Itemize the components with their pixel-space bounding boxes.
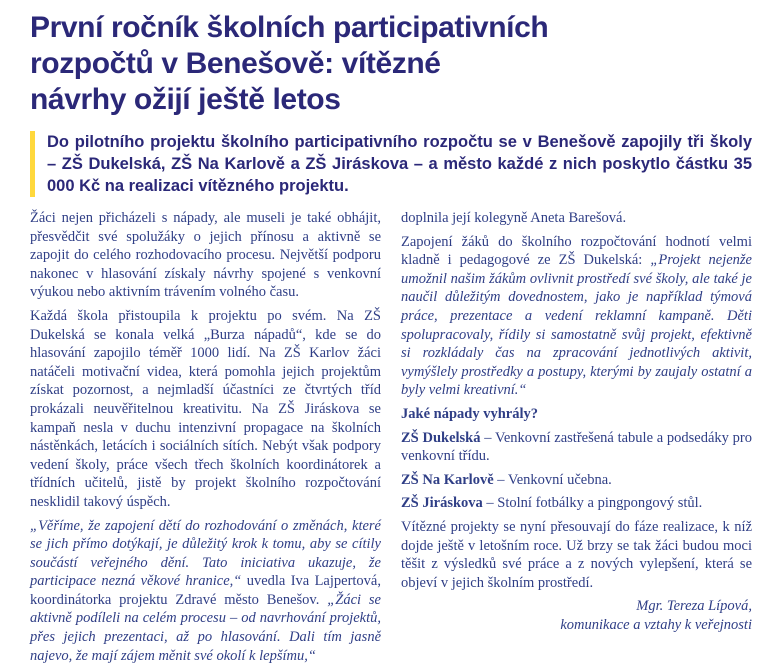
subhead-winning-ideas: Jaké nápady vyhrály? [401, 405, 538, 422]
winner-item [401, 494, 752, 513]
article-title [30, 10, 752, 118]
winner-school: ZŠ Dukelská [401, 429, 481, 446]
title-line-3: návrhy ožijí ještě letos [30, 83, 341, 116]
body-paragraph-2: Každá škola přistoupila k projektu po svém. Na ZŠ Dukelská se konala velká „Burza nápadů“, kde se do hlasování zapojilo téměř 1000 lidí. Na ZŠ Karlov žáci natáčeli motivační videa, která pomohla jejich projektům získat pozornost, a nejmladší účastníci ze čtvrtých tříd prokázali neuvěřitelnou kreativitu. Na ZŠ Jiráskova se kampaň nesla v duchu intenzivní propagace na školních nástěnkách, letácích i sociálních sítích. Nebýt však podpory vedení školy, práce všech třech školních koordinátorek a třídních učitelů, jistě by projekt školního rozpočtování nesklidil takový úspěch. [30, 307, 381, 510]
lead-accent-bar [30, 131, 35, 197]
quote-text-2: „Žáci se aktivně podíleli na celém procesu – od navrhování projektů, přes jejich prezentaci, až po hlasování. Dali tím jasně najevo, že mají zájem měnit své okolí k lepšímu,“ [30, 591, 381, 664]
winner-item [401, 471, 752, 490]
teacher-quote-paragraph [401, 233, 752, 400]
quote-text-1: „Věříme, že zapojení dětí do rozhodování o změnách, které se jich přímo dotýkají, je důležitý krok k tomu, aby se cítily součástí veřejného dění. Tato iniciativa ukazuje, že participace nezná věkové hranice,“ [30, 517, 381, 590]
winner-description: – Venkovní zastřešená tabule a podsedáky pro venkovní třídu. [401, 429, 752, 465]
right-column [401, 209, 752, 670]
signature-name: Mgr. Tereza Lípová, [636, 598, 752, 615]
title-line-1: První ročník školních participativních [30, 11, 549, 44]
winner-description: – Venkovní učebna. [493, 471, 612, 488]
quote-attribution: uvedla Iva Lajpertová, koordinátorka projektu Zdravé město Benešov. [30, 573, 381, 608]
signature [401, 597, 752, 635]
winner-description: – Stolní fotbálky a pingpongový stůl. [482, 495, 703, 512]
lead-text: Do pilotního projektu školního participativního rozpočtu se v Benešově zapojily tři školy – ZŠ Dukelská, ZŠ Na Karlově a ZŠ Jiráskova – a město každé z nich poskytlo částku 35 000 Kč na realizaci vítězného projektu. [47, 133, 752, 195]
quote-continuation: doplnila její kolegyně Aneta Barešová. [401, 210, 627, 226]
winner-school: ZŠ Na Karlově [401, 471, 494, 488]
left-column [30, 209, 381, 670]
signature-role: komunikace a vztahy k veřejnosti [560, 617, 752, 634]
teacher-quote-intro: Zapojení žáků do školního rozpočtování hodnotí velmi kladně i pedagogové ze ZŠ Dukelská: [401, 233, 752, 269]
winner-school: ZŠ Jiráskova [401, 495, 483, 512]
closing-paragraph: Vítězné projekty se nyní přesouvají do fáze realizace, k níž dojde ještě v letošním roce. Už brzy se tak žáci budou moci těšit z výsledků své práce a z nových vylepšení, která se objeví v jejich školním prostředí. [401, 518, 752, 591]
winner-item [401, 429, 752, 466]
teacher-quote-text: „Projekt nejenže umožnil našim žákům ovlivnit prostředí své školy, ale také je naučil důležitým dovednostem, jako je například týmová práce, prezentace a vedení reklamní kampaně. Děti spolupracovaly, řídily si samostatně svůj projekt, efektivně si rozkládaly čas na zpracování jednotlivých aktivit, vymýšlely prostředky a postupy, kterými by zaujaly ostatní a byly velmi kreativní.“ [401, 252, 752, 399]
title-line-2: rozpočtů v Benešově: vítězné [30, 47, 441, 80]
quote-paragraph [30, 517, 381, 666]
lead-paragraph [30, 131, 752, 197]
body-paragraph-1: Žáci nejen přicházeli s nápady, ale museli je také obhájit, přesvědčit své spolužáky o jejich přínosu a aktivně se zapojit do celého rozhodovacího procesu. Největší podporu nakonec v hlasování získaly návrhy spojené s venkovní výukou nebo aktivním trávením volného času. [30, 210, 381, 301]
article-columns [30, 209, 752, 670]
